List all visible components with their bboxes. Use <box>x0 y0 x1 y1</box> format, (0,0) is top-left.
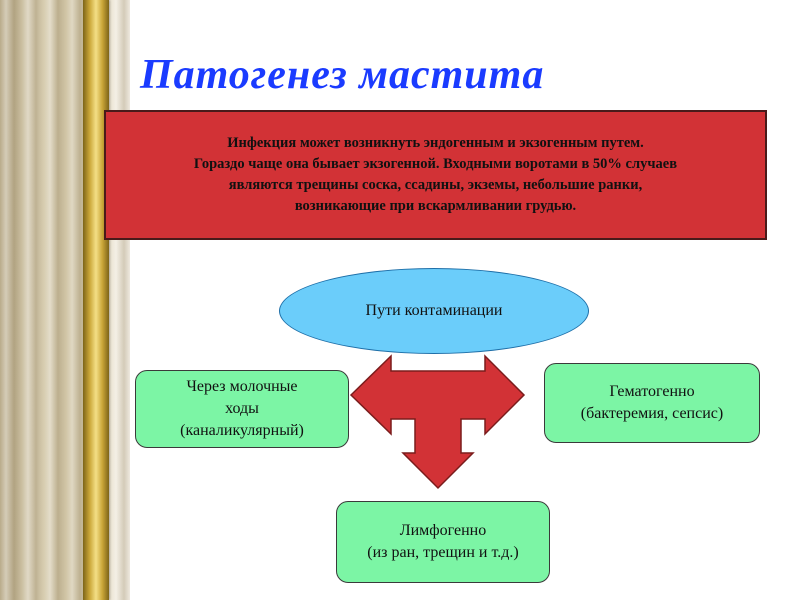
center-node-ellipse <box>279 268 589 354</box>
bottom-node-line: (из ран, трещин и т.д.) <box>367 544 519 561</box>
left-node-line: (каналикулярный) <box>180 422 304 439</box>
left-node-box <box>135 370 349 448</box>
bottom-node-box <box>336 501 550 583</box>
info-line: Инфекция может возникнуть эндогенным и экзогенным путем. <box>227 135 644 151</box>
info-line: возникающие при вскармливании грудью. <box>294 198 577 214</box>
info-line: являются трещины соска, ссадины, экземы, небольшие ранки, <box>228 177 643 193</box>
right-node-line: (бактеремия, сепсис) <box>580 405 724 422</box>
bottom-node-line: Лимфогенно <box>399 522 487 539</box>
right-node-box <box>544 363 760 443</box>
t-arrow-shape <box>351 356 524 488</box>
left-node-line: Через молочные <box>186 378 298 395</box>
info-line: Гораздо чаще она бывает экзогенной. Входными воротами в 50% случаев <box>193 156 678 172</box>
left-node-line: ходы <box>225 400 259 417</box>
right-node-line: Гематогенно <box>609 383 695 400</box>
slide-title: Патогенез мастита <box>140 52 545 98</box>
center-node-label: Пути контаминации <box>365 302 503 319</box>
